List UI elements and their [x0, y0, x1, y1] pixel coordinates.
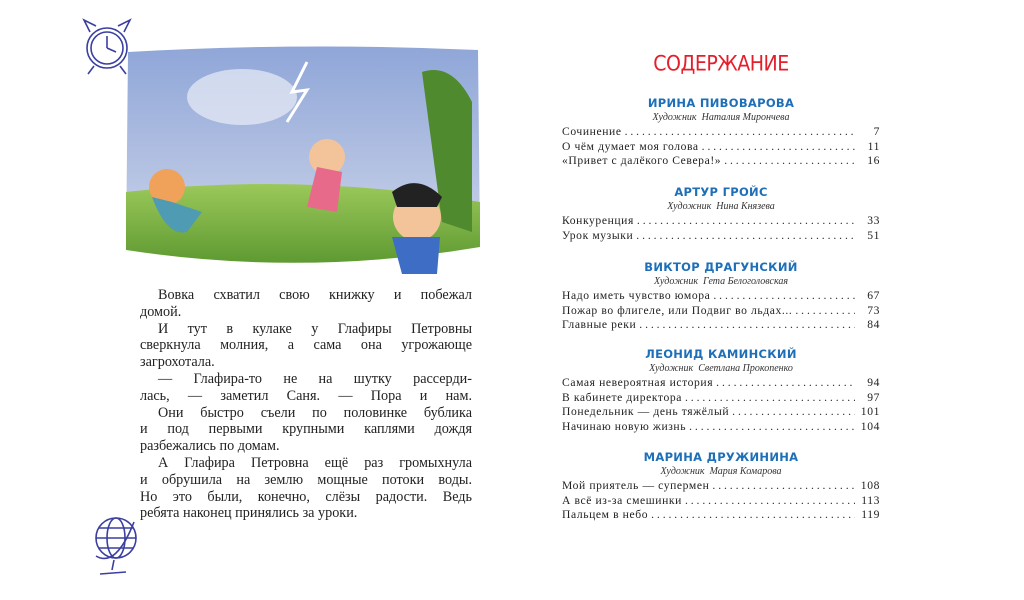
story-line: Вовка схватил свою книжку и побежал: [158, 287, 472, 303]
toc-entry-title: Главные реки: [562, 318, 637, 332]
toc-leader-dots: [724, 154, 855, 169]
toc-leader-dots: [713, 289, 855, 304]
toc-leader-dots: [702, 140, 855, 155]
story-illustration: [122, 42, 484, 274]
toc-entry-page: 73: [867, 303, 880, 317]
artist-label: Художник: [652, 112, 697, 123]
toc-author: ЛЕОНИД КАМИНСКИЙ: [645, 347, 797, 361]
toc-entry[interactable]: [562, 508, 880, 523]
story-line: и обрушила на землю мощные потоки воды.: [140, 471, 472, 488]
toc-entry-title: «Привет с далёкого Севера!»: [562, 154, 722, 168]
toc-entry-page: 101: [860, 405, 880, 419]
toc-entry[interactable]: [562, 479, 880, 494]
toc-entry-title: Урок музыки: [562, 228, 634, 242]
toc-author: МАРИНА ДРУЖИНИНА: [643, 450, 799, 464]
toc-entry-page: 7: [873, 125, 880, 138]
toc-leader-dots: [716, 376, 855, 391]
toc-entry[interactable]: [562, 318, 880, 333]
toc-entry[interactable]: [562, 376, 880, 391]
toc-entry[interactable]: [562, 214, 880, 229]
toc-section: [562, 450, 880, 523]
toc-entry-page: 51: [867, 228, 880, 242]
toc-entry-title: В кабинете директора: [562, 390, 682, 404]
toc-artist: [562, 362, 880, 376]
toc-entry-page: 104: [860, 419, 880, 433]
story-line: разбежались по домам.: [140, 438, 280, 455]
toc-leader-dots: [685, 494, 855, 509]
toc-leader-dots: [732, 405, 855, 420]
artist-name: Нина Князева: [716, 201, 775, 212]
artist-name: Наталия Мирончева: [701, 112, 790, 123]
toc-entry-page: 84: [867, 318, 880, 332]
story-text: [140, 287, 472, 522]
toc-artist: [562, 465, 880, 479]
toc-entry-title: Самая невероятная история: [562, 376, 714, 389]
toc-entry-title: Начинаю новую жизнь: [562, 419, 687, 433]
story-line: ребята наконец принялись за уроки.: [140, 505, 358, 522]
toc-entry-page: 108: [860, 479, 880, 492]
toc-section: [562, 260, 880, 333]
toc-author: ВИКТОР ДРАГУНСКИЙ: [644, 260, 798, 274]
toc-entry-title: Пальцем в небо: [562, 508, 649, 522]
toc-leader-dots: [637, 214, 855, 229]
toc-artist: [562, 275, 880, 289]
toc-leader-dots: [689, 420, 855, 435]
story-line: сверкнула молния, а сама она угрожающе: [140, 337, 472, 354]
toc-entry-page: 113: [861, 493, 880, 507]
story-line: и под первыми крупными каплями дождя: [140, 421, 472, 438]
toc-entry-page: 33: [867, 214, 880, 227]
story-line: А Глафира Петровна ещё раз громыхнула: [158, 454, 472, 471]
toc-entry[interactable]: [562, 304, 880, 319]
toc-entry-page: 11: [867, 139, 880, 153]
story-line: загрохотала.: [140, 354, 215, 371]
story-line: лась, — заметил Саня. — Пора и нам.: [140, 387, 472, 404]
toc-leader-dots: [685, 391, 855, 406]
toc-artist: [562, 200, 880, 214]
toc-entry-page: 119: [861, 508, 880, 522]
toc-entry[interactable]: [562, 420, 880, 435]
toc-section: [562, 185, 880, 243]
toc-entry-page: 97: [867, 390, 880, 404]
toc-entry-title: Конкуренция: [562, 214, 634, 227]
toc-leader-dots: [636, 229, 855, 244]
story-line: Но это были, конечно, слёзы радости. Ведь: [140, 488, 472, 505]
artist-label: Художник: [649, 363, 694, 374]
toc-section: [562, 96, 880, 169]
artist-name: Светлана Прокопенко: [698, 363, 793, 374]
toc-leader-dots: [639, 318, 855, 333]
artist-name: Мария Комарова: [709, 466, 782, 477]
toc-entry[interactable]: [562, 494, 880, 509]
toc-leader-dots: [625, 125, 855, 140]
toc-entry[interactable]: [562, 405, 880, 420]
toc-leader-dots: [712, 479, 855, 494]
toc-entry-page: 94: [867, 376, 880, 389]
artist-label: Художник: [653, 276, 699, 287]
toc-entry-title: О чём думает моя голова: [562, 139, 699, 153]
artist-label: Художник: [660, 466, 705, 477]
toc-section: [562, 347, 880, 434]
toc-entry-title: Сочинение: [562, 125, 622, 138]
toc-author: АРТУР ГРОЙС: [674, 185, 768, 199]
toc-entry[interactable]: [562, 140, 880, 155]
toc-title: СОДЕРЖАНИЕ: [653, 51, 789, 77]
toc-entry-page: 16: [867, 154, 880, 168]
toc-leader-dots: [651, 508, 855, 523]
toc-entry[interactable]: [562, 154, 880, 169]
artist-label: Художник: [667, 201, 712, 212]
toc-entry[interactable]: [562, 229, 880, 244]
story-line: — Глафира-то не на шутку рассерди-: [158, 370, 472, 387]
toc-entry-title: Пожар во флигеле, или Подвиг во льдах...: [562, 303, 793, 317]
toc-entry-title: А всё из-за смешинки: [562, 493, 682, 507]
story-line: домой.: [140, 303, 182, 320]
toc-entry-title: Мой приятель — супермен: [562, 479, 710, 492]
story-line: И тут в кулаке у Глафиры Петровны: [158, 320, 472, 337]
toc-artist: [562, 111, 880, 125]
artist-name: Гета Белоголовская: [703, 276, 789, 287]
toc-entry-page: 67: [867, 289, 880, 302]
toc-author: ИРИНА ПИВОВАРОВА: [647, 96, 795, 110]
toc-entry-title: Надо иметь чувство юмора: [562, 289, 711, 302]
globe-doodle-icon: [84, 512, 144, 578]
toc-entry[interactable]: [562, 289, 880, 304]
toc-entry[interactable]: [562, 125, 880, 140]
toc-entry[interactable]: [562, 391, 880, 406]
toc-leader-dots: [795, 304, 855, 319]
toc-entry-title: Понедельник — день тяжёлый: [562, 405, 730, 419]
story-line: Они быстро съели по половинке бублика: [158, 404, 472, 421]
